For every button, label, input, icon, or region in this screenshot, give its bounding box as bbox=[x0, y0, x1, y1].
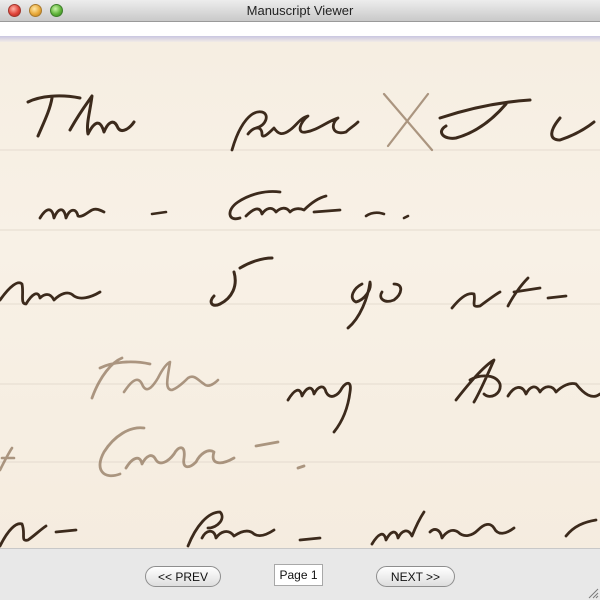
handwriting-image bbox=[0, 22, 600, 548]
resize-grip-icon[interactable] bbox=[587, 587, 599, 599]
window-title: Manuscript Viewer bbox=[246, 3, 354, 18]
next-page-button[interactable]: NEXT >> bbox=[376, 566, 455, 587]
prev-page-button[interactable]: << PREV bbox=[145, 566, 221, 587]
manuscript-view[interactable] bbox=[0, 22, 600, 548]
navigation-bar bbox=[0, 548, 600, 600]
page-indicator-field[interactable]: Page 1 bbox=[274, 564, 323, 586]
title-bar[interactable] bbox=[0, 0, 600, 22]
